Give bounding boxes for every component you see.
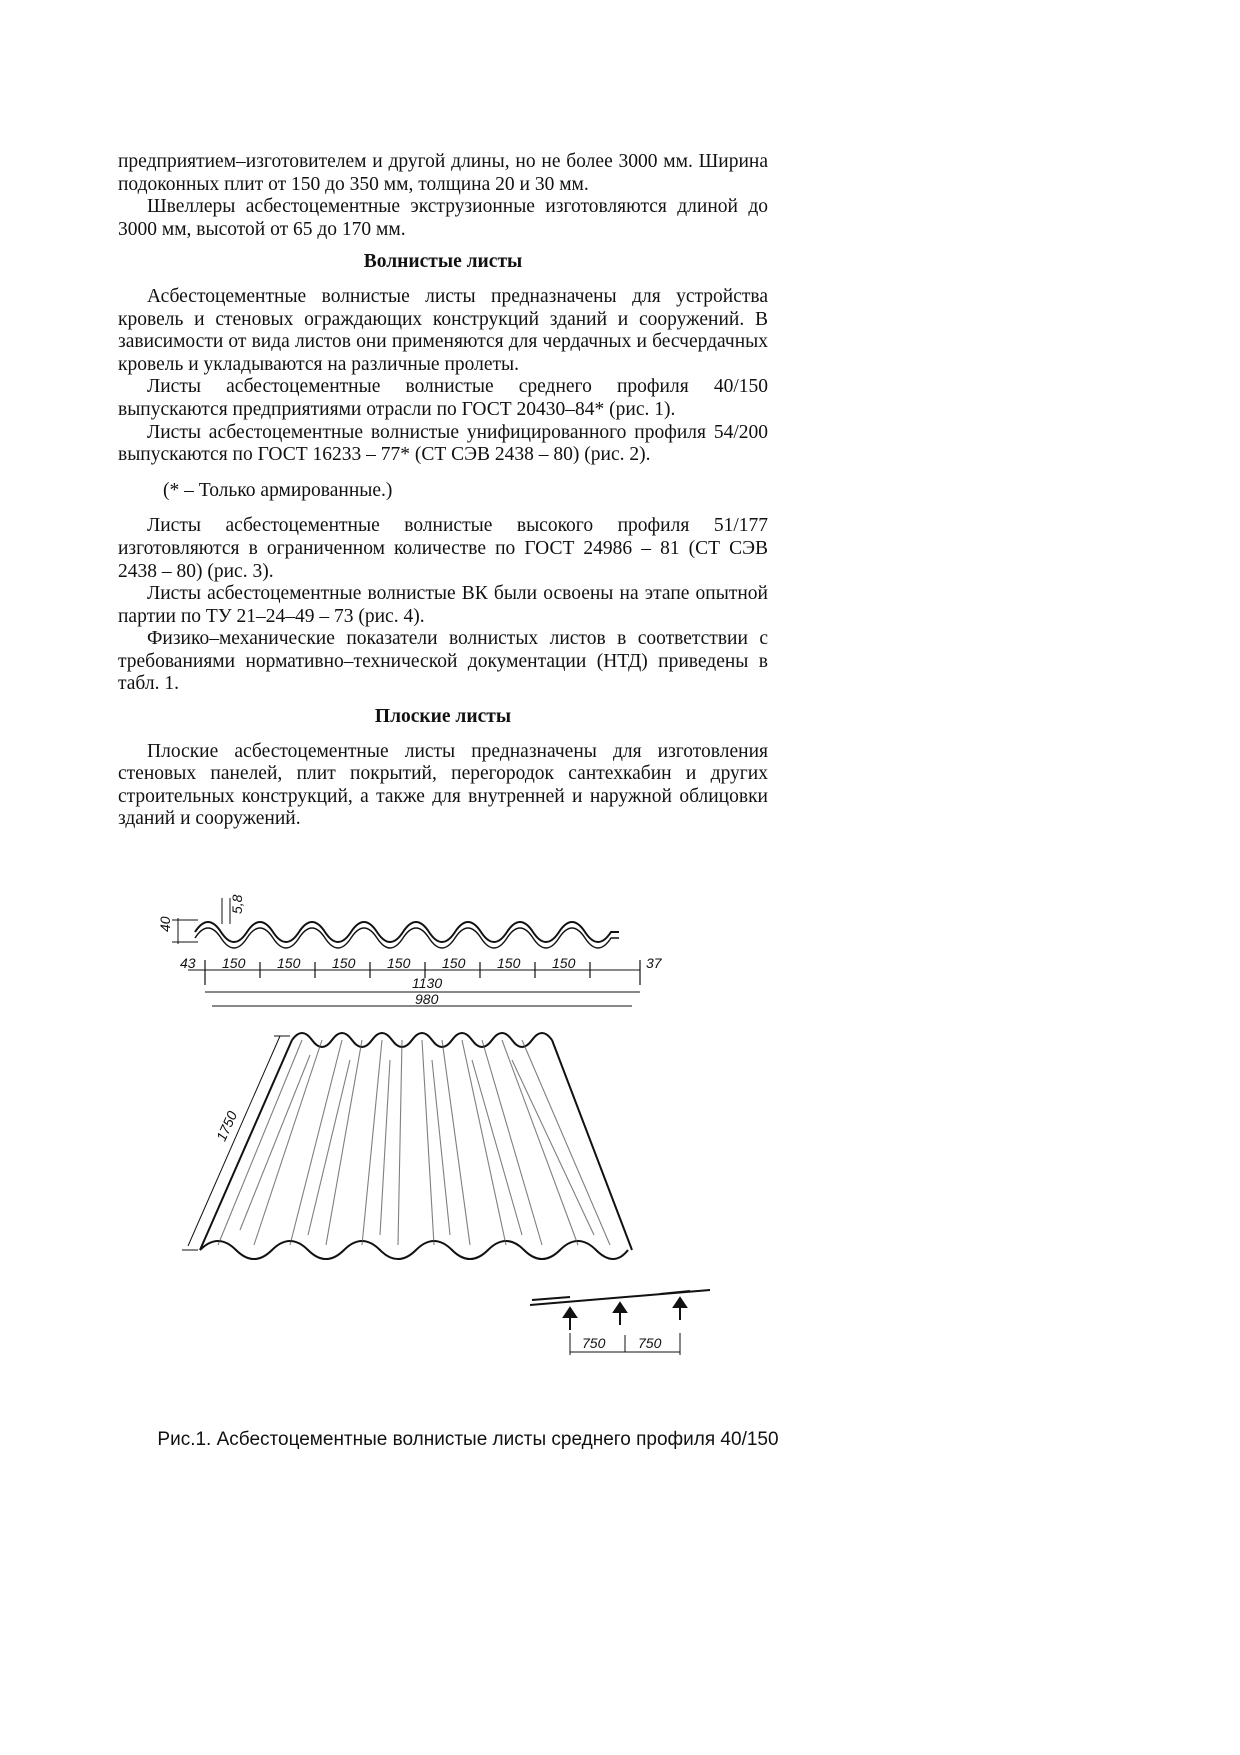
dim-wave-7: 150 bbox=[552, 955, 576, 971]
note-reinforced: (* – Только армированные.) bbox=[163, 479, 393, 501]
support-diagram bbox=[530, 1290, 710, 1355]
dim-right-edge: 37 bbox=[646, 955, 662, 971]
dim-effective-width: 980 bbox=[415, 991, 439, 1007]
paragraph-wavy-purpose: Асбестоцементные волнистые листы предназначены для устройства кровель и стеновых ограждающих конструкций зданий и сооружений. В зависимости от вида листов они применяются для чердачных и бесчердачных кровель и укладываются на различные пролеты. bbox=[118, 285, 768, 375]
paragraph-vk-sheets: Листы асбестоцементные волнистые ВК были освоены на этапе опытной партии по ТУ 21–24–49 – 73 (рис. 4). bbox=[118, 583, 768, 627]
dim-total-width: 1130 bbox=[412, 975, 443, 991]
sheet-perspective bbox=[182, 1033, 632, 1259]
paragraph-continued: предприятием–изготовителем и другой длины, но не более 3000 мм. Ширина подоконных плит от 150 до 350 мм, толщина 20 и 30 мм. bbox=[118, 151, 768, 195]
paragraph-profile-40-150: Листы асбестоцементные волнистые среднего профиля 40/150 выпускаются предприятиями отрасли по ГОСТ 20430–84* (рис. 1). bbox=[118, 376, 768, 420]
dim-length: 1750 bbox=[212, 1108, 241, 1144]
figure-caption: Рис.1. Асбестоцементные волнистые листы среднего профиля 40/150 bbox=[157, 1429, 779, 1450]
dim-wave-1: 150 bbox=[222, 955, 246, 971]
dim-thickness: 5,8 bbox=[229, 894, 245, 914]
heading-flat-sheets: Плоские листы bbox=[374, 706, 512, 728]
dim-span-1: 750 bbox=[582, 1335, 606, 1351]
paragraph-flat-purpose: Плоские асбестоцементные листы предназначены для изготовления стеновых панелей, плит покрытий, перегородок сантехкабин и других строительных конструкций, а также для внутренней и наружной облицовки зданий и сооружений. bbox=[118, 740, 768, 830]
dim-height: 40 bbox=[157, 916, 173, 932]
text-column bbox=[118, 151, 768, 831]
dim-wave-4: 150 bbox=[387, 955, 411, 971]
dim-wave-2: 150 bbox=[277, 955, 301, 971]
paragraph-physical-properties: Физико–механические показатели волнистых листов в соответствии с требованиями нормативно–технической документации (НТД) приведены в табл. 1. bbox=[118, 628, 768, 695]
dim-span-2: 750 bbox=[638, 1335, 662, 1351]
technical-drawing bbox=[150, 890, 750, 1410]
paragraph-channels: Швеллеры асбестоцементные экструзионные изготовляются длиной до 3000 мм, высотой от 65 до 170 мм. bbox=[118, 196, 768, 240]
dim-left-edge: 43 bbox=[180, 955, 196, 971]
dim-wave-3: 150 bbox=[332, 955, 356, 971]
heading-wavy-sheets: Волнистые листы bbox=[363, 251, 523, 273]
figure-wavy-sheet-drawing bbox=[150, 890, 750, 1410]
paragraph-profile-51-177: Листы асбестоцементные волнистые высокого профиля 51/177 изготовляются в ограниченном количестве по ГОСТ 24986 – 81 (СТ СЭВ 2438 – 80) (рис. 3). bbox=[118, 515, 768, 582]
paragraph-profile-54-200: Листы асбестоцементные волнистые унифицированного профиля 54/200 выпускаются по ГОСТ 16233 – 77* (СТ СЭВ 2438 – 80) (рис. 2). bbox=[118, 421, 768, 466]
dim-wave-5: 150 bbox=[442, 955, 466, 971]
dim-wave-6: 150 bbox=[497, 955, 521, 971]
dim-length-line bbox=[188, 1036, 280, 1246]
